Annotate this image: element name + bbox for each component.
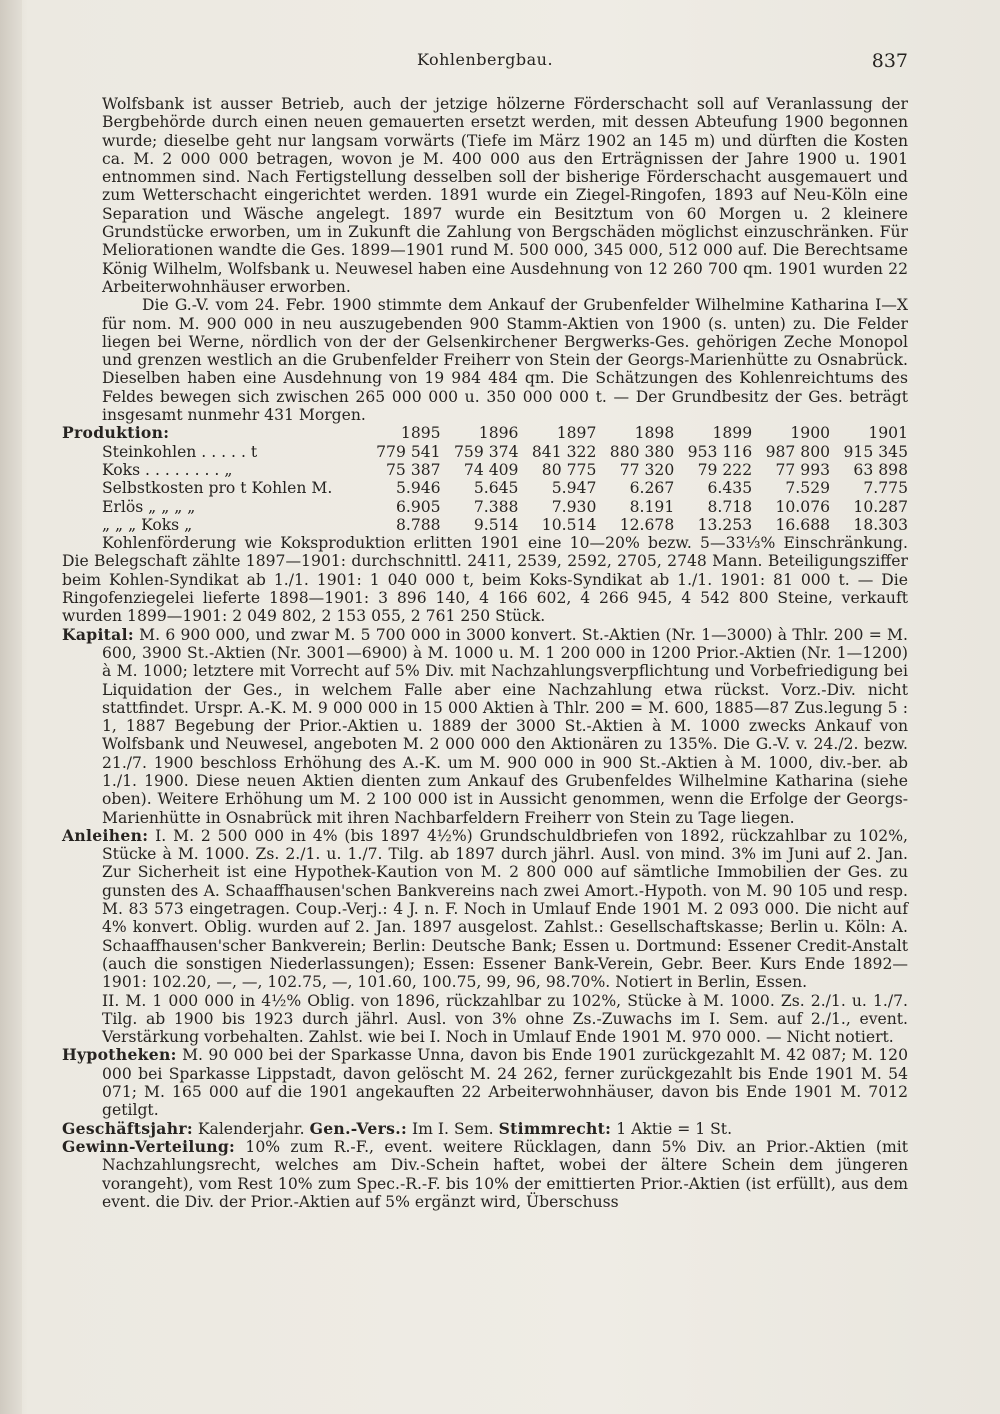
production-row-steinkohlen: [62, 443, 908, 461]
hypotheken-label: Hypotheken:: [62, 1045, 177, 1065]
gen-vers-label: Gen.-Vers.:: [309, 1118, 408, 1138]
table-cell: 841 322: [531, 442, 597, 461]
body-text: [62, 95, 908, 1211]
table-cell: 6.267: [629, 479, 675, 498]
table-cell: 18.303: [853, 515, 908, 534]
table-cell: 987 800: [765, 442, 831, 461]
production-header-row: [62, 424, 908, 442]
anleihen-text-1: I. M. 2 500 000 in 4% (bis 1897 4½%) Grundschuldbriefen von 1892, rückzahlbar zu 102%, Stücke à M. 1000. Zs. 2./1. u. 1./7. Tilg. ab 1897 durch jährl. Ausl. von mind. 3% im Juni auf 2. Jan. Zur Sicherheit ist eine Hypothek-Kaution von M. 2 800 000 auf sämtliche Immobilien der Ges. zu gunsten des A. Schaaffhausen'schen Bankvereins nach zwei Amort.-Hypoth. von M. 90 105 und resp. M. 83 573 eingetragen. Coup.-Verj.: 4 J. n. F. Noch in Umlauf Ende 1901 M. 2 093 000. Die nicht auf 4% konvert. Oblig. wurden auf 2. Jan. 1897 ausgelost. Zahlst.: Gesellschaftskasse; Berlin u. Köln: A. Schaaffhausen'scher Bankverein; Berlin: Deutsche Bank; Essen u. Dortmund: Essener Credit-Anstalt (auch die sonstigen Niederlassungen); Essen: Essener Bank-Verein, Gebr. Beer. Kurs Ende 1892—1901: 102.20, —, —, 102.75, —, 101.60, 100.75, 99, 96, 98.70%. Notiert in Berlin, Essen.: [102, 826, 908, 992]
hypotheken-section: [62, 1046, 908, 1119]
production-row-selbstkosten: [62, 479, 908, 497]
year-cell: 1901: [868, 424, 908, 443]
stimmrecht-label: Stimmrecht:: [498, 1118, 612, 1138]
kapital-section: [62, 626, 908, 827]
paragraph-wolfsbank: Wolfsbank ist ausser Betrieb, auch der jetzige hölzerne Förderschacht soll auf Veranlassung der Bergbehörde durch einen neuen gemauerten ersetzt werden, mit dessen Abteufung 1900 begonnen wurde; dieselbe geht nur langsam vorwärts (Tiefe im März 1902 an 145 m) und dürften die Kosten ca. M. 2 000 000 betragen, wovon je M. 400 000 aus den Erträgnissen der Jahre 1900 u. 1901 entnommen sind. Nach Fertigstellung desselben soll der bisherige Förderschacht ausgemauert und zum Wetterschacht eingerichtet werden. 1891 wurde ein Ziegel-Ringofen, 1893 auf Neu-Köln eine Separation und Wäsche angelegt. 1897 wurde ein Besitztum von 60 Morgen u. 2 kleinere Grundstücke erworben, um in Zukunft die Zahlung von Bergschäden möglichst einzuschränken. Für Meliorationen wandte die Ges. 1899—1901 rund M. 500 000, 345 000, 512 000 auf. Die Berechtsame König Wilhelm, Wolfsbank u. Neuwesel haben eine Ausdehnung von 12 260 700 qm. 1901 wurden 22 Arbeiterwohnhäuser erworben.: [102, 95, 908, 296]
table-cell: 759 374: [454, 442, 519, 461]
year-cell: 1897: [556, 424, 597, 443]
row-label: Steinkohlen . . . . . t: [102, 442, 258, 461]
table-cell: 10.514: [541, 515, 597, 534]
page-margin-shadow: [0, 0, 22, 1414]
hypotheken-text: M. 90 000 bei der Sparkasse Unna, davon bis Ende 1901 zurückgezahlt M. 42 087; M. 120 000 bei Sparkasse Lippstadt, davon gelöscht M. 24 262, ferner zurückgezahlt bis Ende 1901 M. 54 071; M. 165 000 auf die 1901 angekauften 22 Arbeiterwohnhäuser, davon bis Ende 1901 M. 7012 getilgt.: [102, 1046, 908, 1120]
geschaeftsjahr-value: Kalenderjahr.: [197, 1119, 305, 1138]
table-cell: 63 898: [853, 460, 908, 479]
table-cell: 8.788: [395, 515, 441, 534]
table-cell: 6.905: [395, 497, 441, 516]
kapital-text: M. 6 900 000, und zwar M. 5 700 000 in 3000 konvert. St.-Aktien (Nr. 1—3000) à Thlr. 200 = M. 600, 3900 St.-Aktien (Nr. 3001—6900) à M. 1000 u. M. 1 200 000 in 1200 Prior.-Aktien (Nr. 1—1200) à M. 1000; letztere mit Vorrecht auf 5% Div. mit Nachzahlungsverpflichtung und Vorbefriedigung bei Liquidation der Ges., in welchem Falle aber eine Nachzahlung etwa rückst. Vorz.-Div. nicht stattfindet. Urspr. A.-K. M. 9 000 000 in 15 000 Aktien à Thlr. 200 = M. 600, 1885—87 Zus.legung 5 : 1, 1887 Begebung der Prior.-Aktien u. 1889 der 3000 St.-Aktien à M. 1000 zwecks Ankauf von Wolfsbank und Neuwesel, angeboten M. 2 000 000 den Aktionären zu 135%. Die G.-V. v. 24./2. bezw. 21./7. 1900 beschloss Erhöhung des A.-K. um M. 900 000 in 900 St.-Aktien à M. 1000, div.-ber. ab 1./1. 1900. Diese neuen Aktien dienten zum Ankauf des Grubenfeldes Wilhelmine Katharina (siehe oben). Weitere Erhöhung um M. 2 100 000 ist in Aussicht genommen, wenn die Erfolge der Georgs-Marienhütte in Osnabrück mit ihren Nachbarfeldern Freiherr von Stein zu Tage liegen.: [102, 625, 908, 827]
year-cell: 1895: [400, 424, 441, 443]
row-label: „ „ „ Koks „: [102, 515, 193, 534]
kapital-label: Kapital:: [62, 624, 134, 644]
table-cell: 5.946: [395, 479, 441, 498]
production-note: Kohlenförderung wie Koksproduktion erlitten 1901 eine 10—20% bezw. 5—33⅓% Einschränkung. Die Belegschaft zählte 1897—1901: durchschnittl. 2411, 2539, 2592, 2705, 2748 Mann. Beteiligungsziffer beim Kohlen-Syndikat ab 1./1. 1901: 1 040 000 t, beim Koks-Syndikat ab 1./1. 1901: 81 000 t. — Die Ringofenziegelei lieferte 1898—1901: 3 896 140, 4 166 602, 4 266 945, 4 542 800 Steine, verkauft wurden 1899—1901: 2 049 802, 2 153 055, 2 761 250 Stück.: [62, 534, 908, 626]
year-cell: 1896: [478, 424, 519, 443]
gen-vers-value: Im I. Sem.: [411, 1119, 494, 1138]
paragraph-wilhelmine: Die G.-V. vom 24. Febr. 1900 stimmte dem Ankauf der Grubenfelder Wilhelmine Katharina I—X für nom. M. 900 000 in neu auszugebenden 900 Stamm-Aktien von 1900 (s. unten) zu. Die Felder liegen bei Werne, nördlich von der der Gelsenkirchener Bergwerks-Ges. gehörigen Zeche Monopol und grenzen westlich an die Grubenfelder Freiherr von Stein der Georgs-Marienhütte zu Osnabrück. Dieselben haben eine Ausdehnung von 19 984 484 qm. Die Schätzungen des Kohlenreichtums des Feldes bewegen sich zwischen 265 000 000 u. 350 000 000 t. — Der Grundbesitz der Ges. beträgt insgesamt nunmehr 431 Morgen.: [102, 296, 908, 425]
production-row-koks: [62, 461, 908, 479]
year-cell: 1900: [790, 424, 831, 443]
table-cell: 77 320: [619, 460, 675, 479]
production-row-erloes-koks: [62, 516, 908, 534]
running-title: Kohlenbergbau.: [416, 50, 554, 69]
table-cell: 8.718: [707, 497, 753, 516]
table-cell: 953 116: [687, 442, 753, 461]
row-label: Selbstkosten pro t Kohlen M.: [102, 479, 333, 498]
gewinn-section: [62, 1138, 908, 1211]
table-cell: 75 387: [386, 460, 441, 479]
table-cell: 7.775: [863, 479, 908, 498]
anleihen-text-2: II. M. 1 000 000 in 4½% Oblig. von 1896, rückzahlbar zu 102%, Stücke à M. 1000. Zs. 2./1. u. 1./7. Tilg. ab 1900 bis 1923 durch jährl. Ausl. von 3% ohne Zs.-Zuwachs im I. Sem. auf 2./1., event. Verstärkung vorbehalten. Zahlst. wie bei I. Noch in Umlauf Ende 1901 M. 970 000. — Nicht notiert.: [102, 991, 908, 1047]
table-cell: 7.388: [473, 497, 519, 516]
table-cell: 7.930: [551, 497, 597, 516]
year-cell: 1898: [634, 424, 675, 443]
production-row-erloes: [62, 498, 908, 516]
table-cell: 7.529: [785, 479, 831, 498]
gewinn-text: 10% zum R.-F., event. weitere Rücklagen, dann 5% Div. an Prior.-Aktien (mit Nachzahlungsrecht, welches am Div.-Schein haftet, wobei der ältere Schein dem jüngeren vorangeht), vom Rest 10% zum Spec.-R.-F. bis 10% der emittierten Prior.-Aktien (ist erfüllt), aus dem event. die Div. der Prior.-Aktien auf 5% ergänzt wird, Überschuss: [102, 1137, 908, 1211]
production-label: Produktion:: [62, 423, 170, 443]
table-cell: 8.191: [629, 497, 675, 516]
table-cell: 80 775: [541, 460, 597, 479]
table-cell: 6.435: [707, 479, 753, 498]
stimmrecht-value: 1 Aktie = 1 St.: [616, 1119, 733, 1138]
running-header: [62, 50, 908, 76]
table-cell: 5.645: [473, 479, 519, 498]
table-cell: 10.076: [775, 497, 831, 516]
table-cell: 779 541: [376, 442, 441, 461]
table-cell: 16.688: [775, 515, 831, 534]
row-label: Koks . . . . . . . . „: [102, 460, 233, 479]
gewinn-label: Gewinn-Verteilung:: [62, 1136, 236, 1156]
table-cell: 77 993: [775, 460, 831, 479]
table-cell: 74 409: [463, 460, 519, 479]
table-cell: 915 345: [843, 442, 908, 461]
table-cell: 9.514: [473, 515, 519, 534]
year-cell: 1899: [712, 424, 753, 443]
table-cell: 12.678: [619, 515, 675, 534]
table-cell: 5.947: [551, 479, 597, 498]
table-cell: 10.287: [853, 497, 908, 516]
row-label: Erlös „ „ „ „: [102, 497, 196, 516]
table-cell: 13.253: [697, 515, 753, 534]
geschaeftsjahr-section: [62, 1120, 908, 1138]
table-cell: 79 222: [697, 460, 753, 479]
geschaeftsjahr-label: Geschäftsjahr:: [62, 1118, 193, 1138]
page-number: 837: [871, 50, 908, 72]
table-cell: 880 380: [609, 442, 675, 461]
anleihen-label: Anleihen:: [62, 825, 149, 845]
anleihen-section: [62, 827, 908, 992]
production-table: [62, 424, 908, 534]
